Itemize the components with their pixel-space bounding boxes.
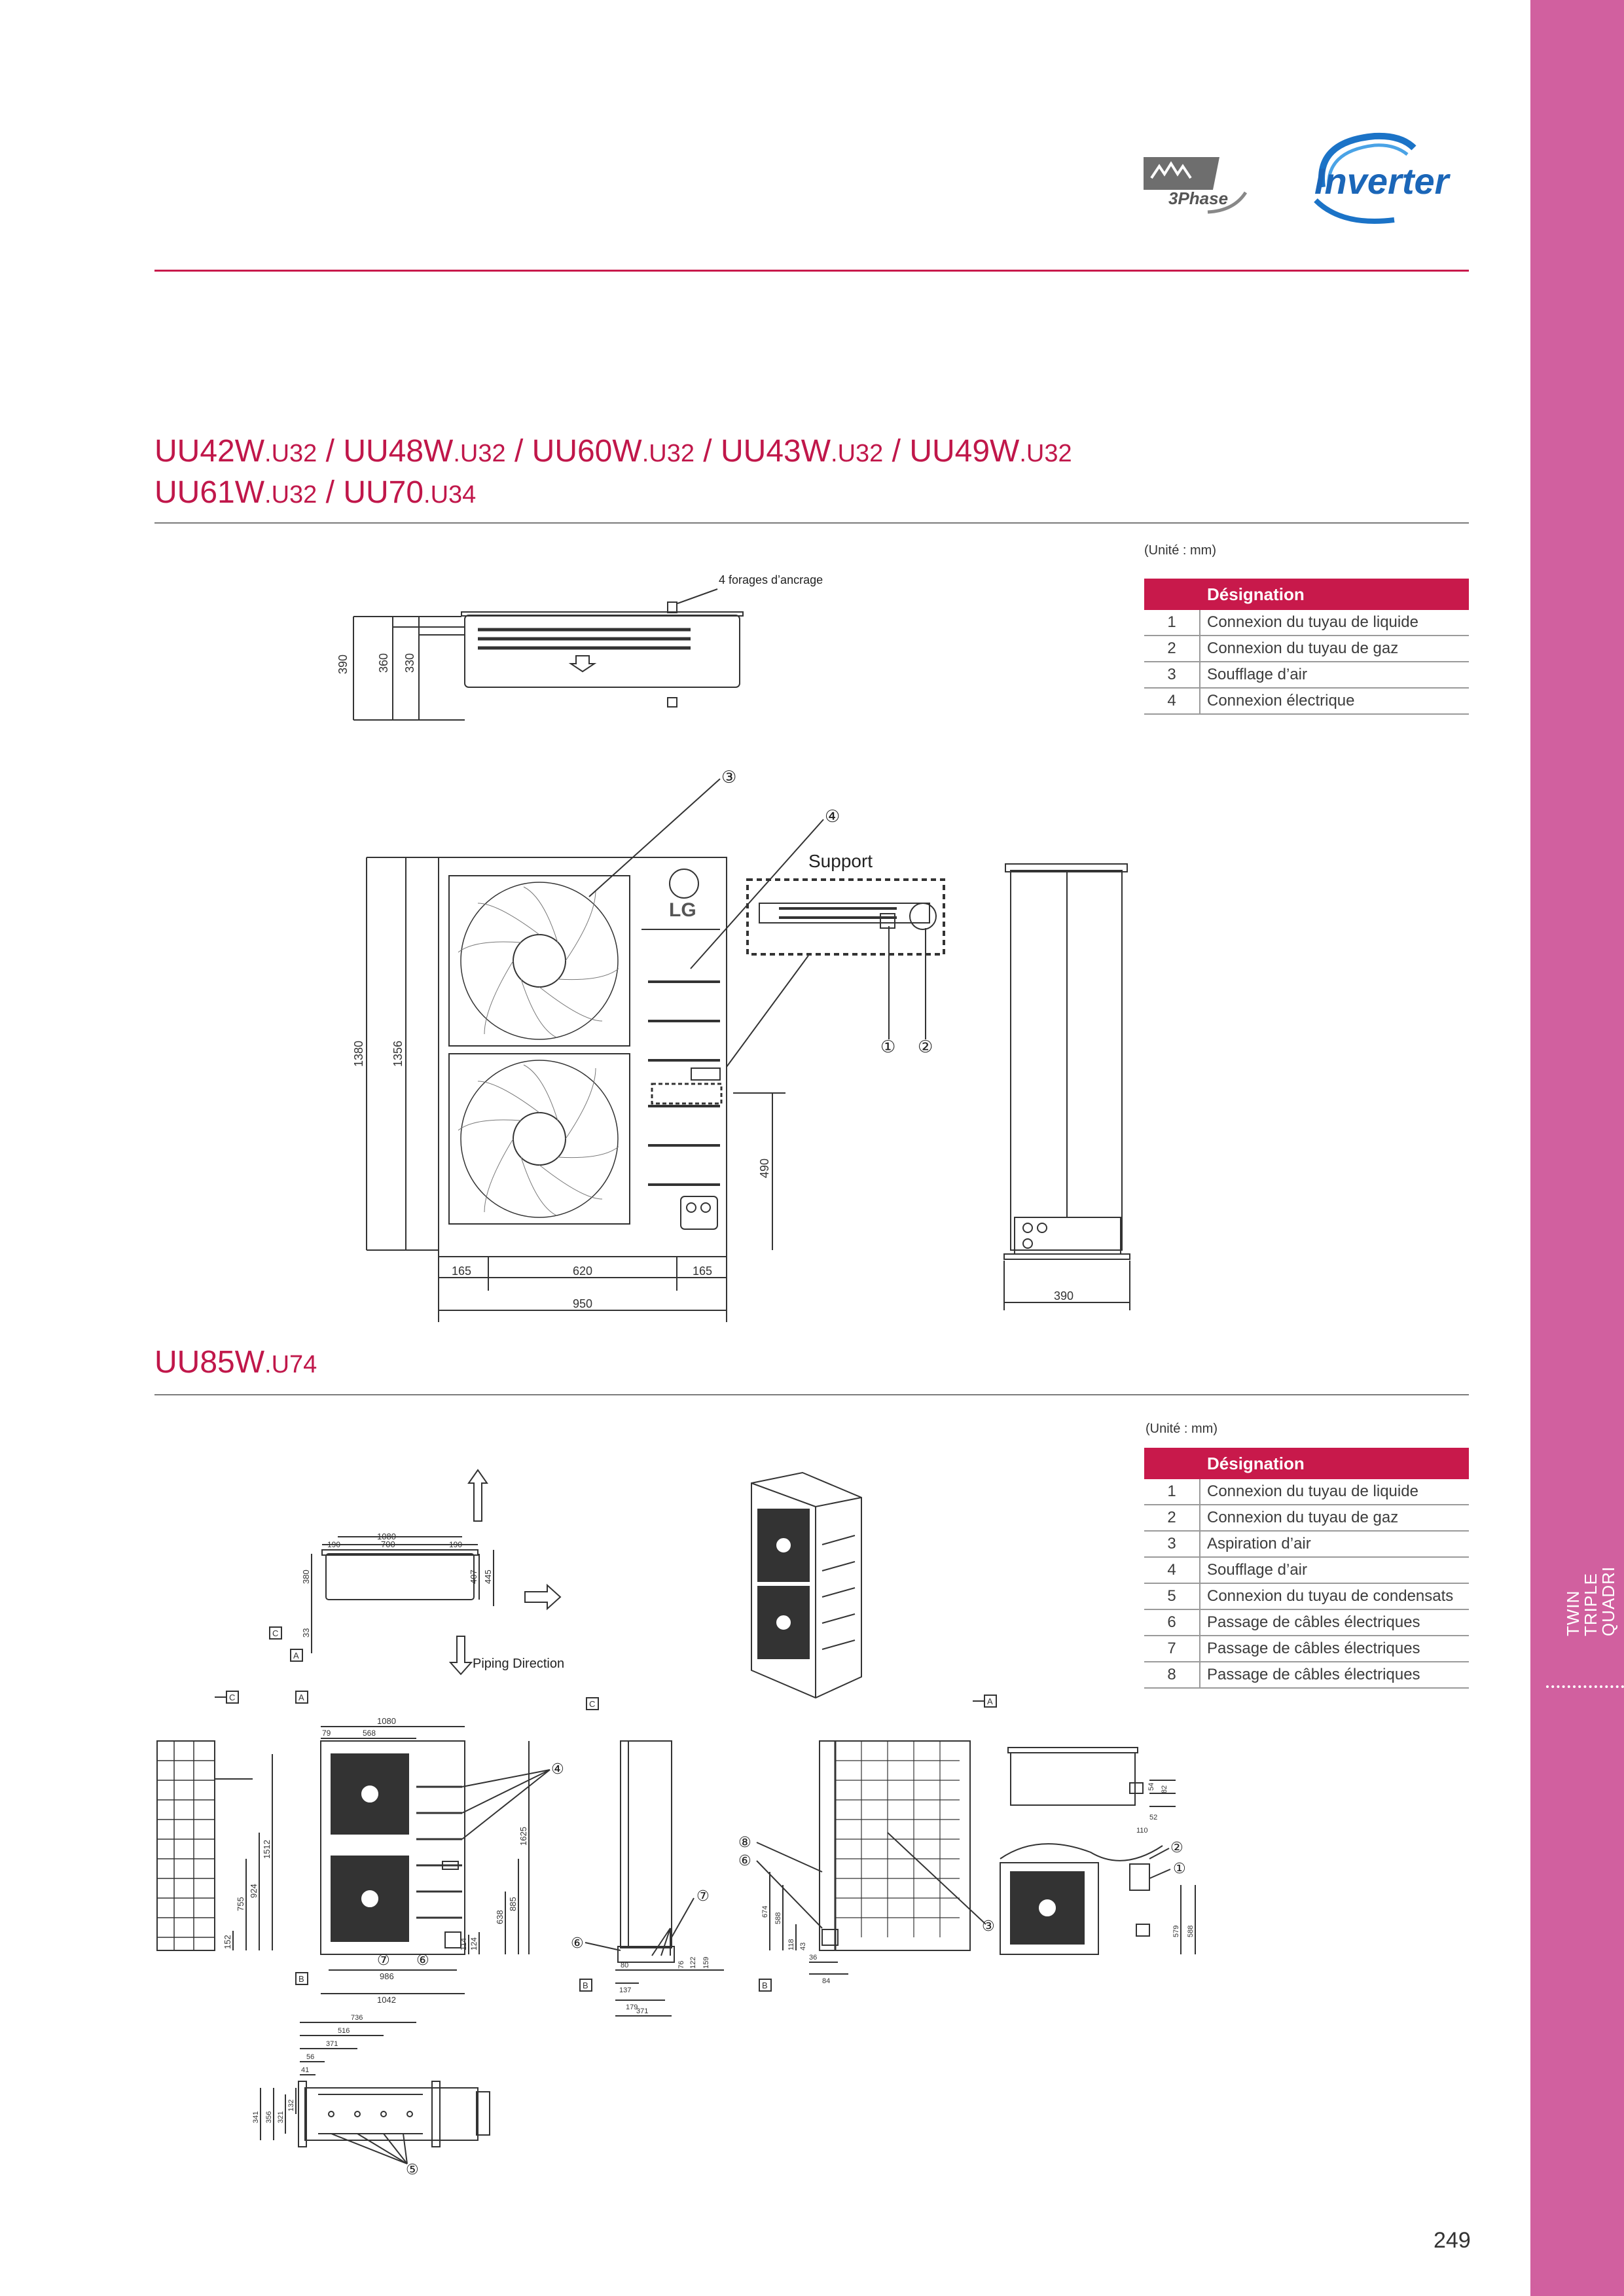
svg-text:588: 588	[1187, 1925, 1195, 1937]
svg-text:736: 736	[351, 2014, 363, 2022]
svg-text:36: 36	[809, 1954, 818, 1962]
svg-text:43: 43	[799, 1942, 807, 1950]
svg-text:⑥: ⑥	[571, 1935, 584, 1951]
table-row: 3 Soufflage d’air	[1144, 662, 1469, 688]
support-label: Support	[808, 851, 873, 871]
s2-side-view	[571, 1698, 724, 2016]
svg-text:152: 152	[223, 1935, 232, 1949]
section2-title: UU85W.U74	[154, 1345, 317, 1380]
svg-text:445: 445	[483, 1570, 493, 1584]
anchor-note: 4 forages d’ancrage	[719, 573, 823, 586]
svg-text:165: 165	[452, 1265, 472, 1278]
svg-text:②: ②	[1170, 1839, 1183, 1856]
section1-unit: (Unité : mm)	[1144, 543, 1216, 558]
s2-detail-views	[1000, 1748, 1195, 1954]
svg-text:407: 407	[469, 1570, 478, 1584]
badge-inverter-text: Inverter	[1314, 160, 1449, 202]
header-rule	[154, 270, 1469, 272]
section1-designation-table	[1144, 579, 1469, 715]
top-view	[336, 573, 823, 720]
svg-text:B: B	[298, 1974, 304, 1984]
inverter-logo-icon	[1303, 128, 1473, 230]
svg-text:114: 114	[459, 1937, 468, 1950]
svg-text:620: 620	[573, 1265, 593, 1278]
svg-text:④: ④	[825, 806, 840, 826]
badge-inverter	[1303, 128, 1473, 230]
svg-text:132: 132	[287, 2099, 295, 2111]
svg-text:165: 165	[693, 1265, 713, 1278]
svg-text:950: 950	[573, 1297, 593, 1310]
svg-text:A: A	[293, 1651, 299, 1660]
table-row: 1 Connexion du tuyau de liquide	[1144, 1479, 1469, 1505]
svg-text:137: 137	[619, 1986, 632, 1994]
svg-text:579: 579	[1172, 1925, 1180, 1937]
table-row: 1 Connexion du tuyau de liquide	[1144, 610, 1469, 636]
section2-table-header: Désignation	[1207, 1453, 1305, 1473]
svg-text:A: A	[298, 1693, 304, 1702]
svg-text:371: 371	[326, 2040, 338, 2048]
svg-text:③: ③	[721, 767, 737, 787]
table-row: 6 Passage de câbles électriques	[1144, 1609, 1469, 1636]
svg-text:1625: 1625	[518, 1827, 528, 1846]
svg-text:84: 84	[822, 1977, 831, 1985]
svg-text:1080: 1080	[377, 1716, 396, 1726]
svg-text:C: C	[589, 1699, 596, 1709]
table-row: 7 Passage de câbles électriques	[1144, 1636, 1469, 1662]
s2-top-view	[270, 1532, 494, 1661]
page-number: 249	[1434, 2228, 1471, 2253]
section2-drawing-svg	[154, 1466, 1228, 2193]
svg-text:1080: 1080	[377, 1532, 396, 1541]
s2-bottom-view	[252, 2014, 490, 2178]
svg-text:82: 82	[1161, 1785, 1168, 1793]
svg-text:321: 321	[277, 2111, 285, 2123]
svg-text:356: 356	[265, 2111, 273, 2123]
svg-text:③: ③	[982, 1918, 995, 1934]
svg-text:638: 638	[495, 1910, 505, 1924]
svg-text:700: 700	[381, 1539, 395, 1549]
svg-text:54: 54	[1147, 1782, 1155, 1791]
svg-text:⑥: ⑥	[738, 1852, 751, 1869]
s2-front-view	[296, 1691, 564, 2005]
svg-text:1042: 1042	[377, 1995, 396, 2005]
svg-text:490: 490	[758, 1158, 771, 1178]
table-row: 4 Soufflage d’air	[1144, 1557, 1469, 1583]
s2-rear-view	[738, 1695, 996, 1991]
svg-text:B: B	[583, 1981, 588, 1990]
svg-text:79: 79	[322, 1729, 331, 1738]
arrow-up-icon	[469, 1470, 487, 1521]
section2-rule	[154, 1394, 1469, 1395]
svg-text:159: 159	[702, 1956, 710, 1969]
svg-text:390: 390	[1054, 1289, 1074, 1302]
front-view	[352, 857, 785, 1322]
svg-text:1380: 1380	[352, 1040, 365, 1067]
svg-text:⑤: ⑤	[406, 2161, 419, 2178]
svg-text:⑥: ⑥	[416, 1952, 429, 1968]
svg-text:924: 924	[249, 1884, 259, 1898]
badge-3phase-text: 3Phase	[1168, 188, 1229, 208]
svg-text:516: 516	[338, 2027, 350, 2035]
section1-title-line2: UU61W.U32 / UU70.U34	[154, 475, 477, 510]
svg-text:⑧: ⑧	[738, 1834, 751, 1850]
table-row: 2 Connexion du tuyau de gaz	[1144, 636, 1469, 662]
svg-text:⑦: ⑦	[696, 1888, 710, 1904]
svg-text:568: 568	[363, 1729, 376, 1738]
table-row: 8 Passage de câbles électriques	[1144, 1662, 1469, 1688]
arrow-right-icon	[525, 1585, 560, 1609]
svg-text:56: 56	[306, 2053, 315, 2061]
sidebar-line-triple: TRIPLE	[1581, 1572, 1600, 1636]
svg-text:76: 76	[677, 1960, 685, 1969]
table-row: 2 Connexion du tuyau de gaz	[1144, 1505, 1469, 1531]
svg-text:41: 41	[301, 2066, 310, 2074]
section1-table-header: Désignation	[1207, 584, 1305, 604]
svg-text:110: 110	[1136, 1827, 1148, 1835]
section1-title-line1: UU42W.U32 / UU48W.U32 / UU60W.U32 / UU43W.U32 / UU49W.U32	[154, 434, 1072, 469]
svg-text:④: ④	[551, 1761, 564, 1777]
svg-text:124: 124	[469, 1937, 478, 1950]
svg-text:118: 118	[787, 1939, 795, 1950]
svg-text:52: 52	[1149, 1814, 1158, 1821]
svg-text:588: 588	[774, 1912, 782, 1924]
support-detail	[589, 767, 944, 1067]
svg-text:190: 190	[327, 1540, 341, 1549]
3phase-logo-icon	[1142, 152, 1254, 217]
svg-text:371: 371	[636, 2007, 649, 2015]
svg-text:A: A	[987, 1696, 993, 1706]
section1-title	[154, 432, 1072, 514]
piping-direction-label: Piping Direction	[473, 1657, 565, 1671]
svg-text:1512: 1512	[262, 1840, 272, 1859]
svg-text:190: 190	[449, 1540, 463, 1549]
section1-drawing-svg	[327, 563, 1139, 1329]
svg-text:1356: 1356	[391, 1040, 405, 1067]
s2-left-view	[157, 1691, 272, 1950]
s2-isometric-view	[751, 1473, 861, 1698]
svg-text:986: 986	[380, 1971, 394, 1981]
section1-rule	[154, 522, 1469, 524]
svg-text:179: 179	[626, 2003, 638, 2011]
svg-text:380: 380	[301, 1570, 311, 1584]
svg-text:341: 341	[252, 2111, 260, 2123]
svg-text:⑦: ⑦	[377, 1952, 390, 1968]
svg-text:330: 330	[403, 653, 416, 673]
section2-unit: (Unité : mm)	[1146, 1422, 1218, 1436]
svg-text:390: 390	[336, 654, 350, 674]
table-row: 5 Connexion du tuyau de condensats	[1144, 1583, 1469, 1609]
sidebar-line-twin: TWIN	[1563, 1590, 1583, 1636]
svg-text:80: 80	[621, 1962, 629, 1969]
page-dotted-rule	[1546, 1685, 1624, 1688]
badge-3phase	[1142, 152, 1254, 217]
sidebar-band	[1530, 0, 1624, 2296]
svg-text:674: 674	[761, 1905, 769, 1918]
svg-text:33: 33	[301, 1628, 311, 1638]
side-view	[1004, 864, 1130, 1310]
svg-text:B: B	[762, 1981, 768, 1990]
table-row: 4 Connexion électrique	[1144, 688, 1469, 714]
svg-text:C: C	[229, 1693, 236, 1702]
svg-text:C: C	[272, 1628, 279, 1638]
sidebar-line-quadri: QUADRI	[1598, 1566, 1618, 1636]
section2-technical-drawing	[154, 1466, 1228, 2193]
table-row: 3 Aspiration d’air	[1144, 1531, 1469, 1557]
brand-logo: LG	[669, 899, 696, 921]
svg-text:360: 360	[377, 653, 390, 673]
arrow-down-icon	[450, 1636, 471, 1674]
svg-text:122: 122	[689, 1956, 697, 1969]
svg-text:①: ①	[880, 1037, 896, 1056]
svg-text:885: 885	[508, 1897, 518, 1911]
section1-technical-drawing	[327, 563, 1139, 1329]
svg-text:①: ①	[1173, 1860, 1186, 1876]
svg-text:755: 755	[236, 1897, 245, 1911]
svg-text:②: ②	[918, 1037, 933, 1056]
